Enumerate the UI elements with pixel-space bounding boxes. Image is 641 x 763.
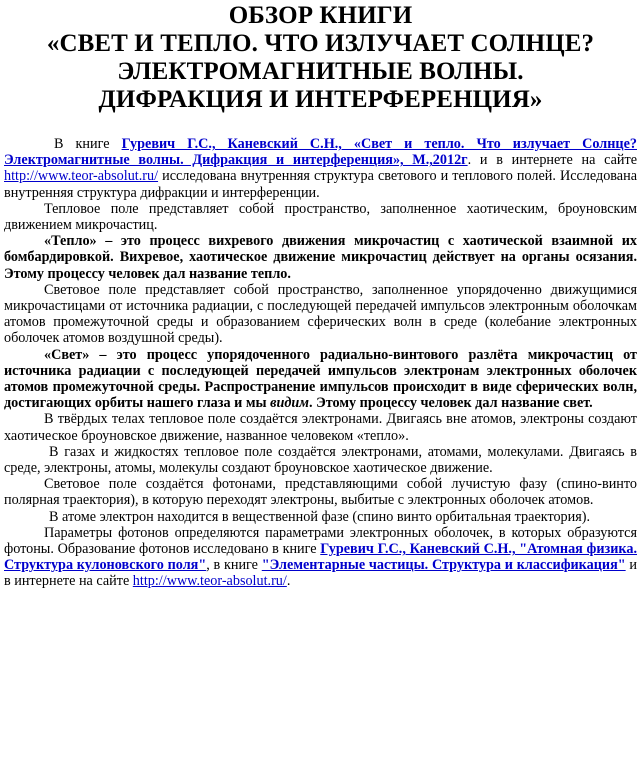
paragraph-atom-electron: В атоме электрон находится в вещественной фазе (спино винто орбитальная траектория). — [49, 508, 591, 525]
params-text-mid2: и в интернете на сайте — [4, 557, 637, 590]
paragraph-heat-field: Тепловое поле представляет собой пространство, заполненное хаотическим, броуновским движением микрочастиц. — [4, 200, 637, 234]
paragraph-light-field: Световое поле представляет собой пространство, заполненное упорядоченно движущимися микрочастицами от источника радиации, с последующей передачей импульсов электронным оболочкам атомов промежуточной среды и образованием сферических волн в среде (колебание электронных оболочек атомов воздушной среды). — [4, 281, 637, 347]
site-link[interactable]: http://www.teor-absolut.ru/ — [4, 168, 159, 185]
paragraph-photons: Световое поле создаётся фотонами, представляющими собой лучистую фазу (спино-винто полярная траектория), в которую переходят электроны, выбитые с электронных оболочек атомов. — [4, 476, 637, 509]
paragraph-heat-definition: «Тепло» – это процесс вихревого движения микрочастиц с хаотической взаимной их бомбардировкой. Вихревое, хаотическое движение микрочастиц действует на органы осязания. Этому процессу человек дал название тепло. — [4, 233, 637, 282]
intro-text-pre: В книге — [54, 136, 122, 152]
site-link-2[interactable]: http://www.teor-absolut.ru/ — [132, 573, 287, 590]
title-line-1: ОБЗОР КНИГИ — [228, 2, 413, 29]
params-text-pre: Параметры фотонов определяются параметрами электронных оболочек, в которых образуются фотоны. Образование фотонов исследовано в книге — [4, 524, 637, 558]
light-def-em: видим — [270, 395, 310, 412]
book-link[interactable]: Гуревич Г.С., Каневский С.Н., «Свет и тепло. Что излучает Солнце? Электромагнитные волны. Дифракция и интерференция», М.,2012г — [4, 136, 637, 169]
document-body — [4, 136, 637, 590]
title-line-2: «СВЕТ И ТЕПЛО. ЧТО ИЗЛУЧАЕТ СОЛНЦЕ? — [46, 30, 595, 57]
paragraph-solids: В твёрдых телах тепловое поле создаётся электронами. Двигаясь вне атомов, электроны создают хаотическое броуновское движение, названное человеком «тепло». — [4, 411, 637, 444]
page-title — [4, 2, 637, 114]
light-def-post: . Этому процессу человек дал название свет. — [309, 395, 593, 412]
intro-text-mid: . и в интернете на сайте — [467, 152, 638, 169]
intro-text-post: исследована внутренняя структура светового и теплового полей. Исследована внутренняя структура дифракции и интерференции. — [4, 168, 637, 201]
paragraph-gases-liquids: В газах и жидкостях тепловое поле создаётся электронами, атомами, молекулами. Двигаясь в среде, электроны, атомы, молекулы создают броуновское хаотическое движение. — [4, 443, 637, 477]
atomic-physics-link[interactable]: Гуревич Г.С., Каневский С.Н., "Атомная физика. Структура кулоновского поля" — [4, 541, 637, 574]
params-text-post: . — [286, 573, 291, 590]
elementary-particles-link[interactable]: "Элементарные частицы. Структура и классификация" — [261, 557, 626, 574]
paragraph-light-definition — [4, 347, 637, 412]
light-def-pre: «Свет» – это процесс упорядоченного радиально-винтового разлёта микрочастиц от источника радиации с последующей передачей импульсов электронам электронных оболочек атомов промежуточной среды. Распространение импульсов происходит в виде сферических волн, достигающих орбиты нашего глаза и мы — [4, 346, 637, 412]
paragraph-intro — [4, 136, 637, 201]
params-text-mid: , в книге — [206, 557, 262, 574]
title-line-3: ЭЛЕКТРОМАГНИТНЫЕ ВОЛНЫ. — [117, 58, 524, 85]
title-line-4: ДИФРАКЦИЯ И ИНТЕРФЕРЕНЦИЯ» — [98, 86, 543, 113]
paragraph-photon-parameters — [4, 525, 637, 590]
